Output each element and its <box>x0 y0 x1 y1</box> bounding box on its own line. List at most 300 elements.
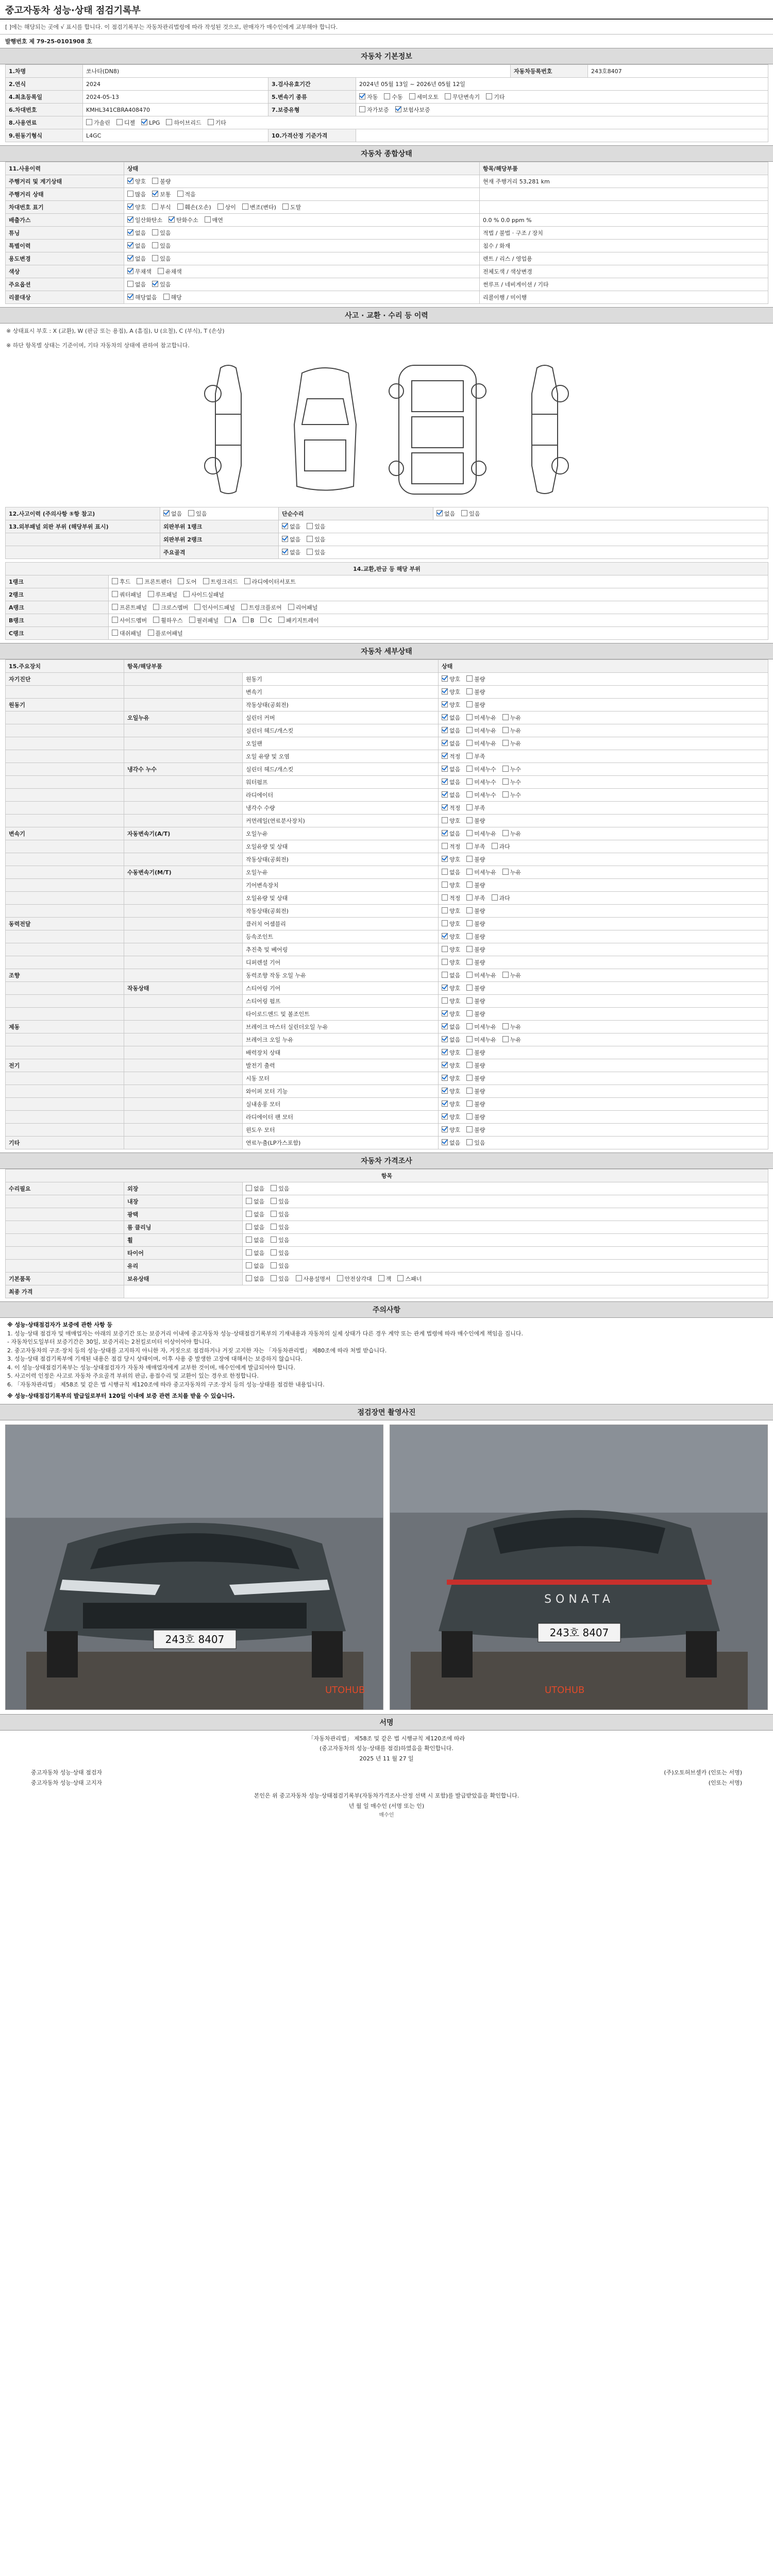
checkbox-icon[interactable] <box>442 1062 448 1068</box>
checkbox-icon[interactable] <box>466 778 473 785</box>
checkbox-icon[interactable] <box>442 882 448 888</box>
checkbox-icon[interactable] <box>442 778 448 785</box>
checkbox-option[interactable] <box>225 617 237 624</box>
checkbox-option[interactable] <box>466 804 485 812</box>
checkbox-icon[interactable] <box>177 204 183 210</box>
checkbox-option[interactable] <box>307 548 325 556</box>
checkbox-icon[interactable] <box>296 1275 302 1281</box>
checkbox-icon[interactable] <box>307 549 313 555</box>
checkbox-option[interactable] <box>442 894 460 902</box>
checkbox-icon[interactable] <box>486 93 492 99</box>
checkbox-icon[interactable] <box>466 1100 473 1107</box>
checkbox-icon[interactable] <box>442 894 448 901</box>
checkbox-icon[interactable] <box>466 1062 473 1068</box>
checkbox-option[interactable] <box>127 216 162 224</box>
checkbox-option[interactable] <box>442 1010 460 1018</box>
checkbox-icon[interactable] <box>442 1023 448 1029</box>
checkbox-icon[interactable] <box>466 1126 473 1132</box>
checkbox-icon[interactable] <box>242 204 248 210</box>
checkbox-option[interactable] <box>442 984 460 992</box>
checkbox-option[interactable] <box>502 1023 521 1031</box>
checkbox-icon[interactable] <box>442 740 448 746</box>
checkbox-icon[interactable] <box>442 972 448 978</box>
checkbox-option[interactable] <box>271 1197 289 1206</box>
checkbox-icon[interactable] <box>442 959 448 965</box>
checkbox-icon[interactable] <box>307 523 313 529</box>
checkbox-option[interactable] <box>466 778 496 786</box>
checkbox-option[interactable] <box>502 765 521 773</box>
checkbox-icon[interactable] <box>378 1275 384 1281</box>
checkbox-option[interactable] <box>466 958 485 967</box>
checkbox-option[interactable] <box>466 945 485 954</box>
checkbox-icon[interactable] <box>466 1113 473 1120</box>
checkbox-icon[interactable] <box>466 1049 473 1055</box>
checkbox-icon[interactable] <box>442 817 448 823</box>
checkbox-option[interactable] <box>442 933 460 941</box>
checkbox-option[interactable] <box>148 590 178 599</box>
checkbox-icon[interactable] <box>225 617 231 623</box>
checkbox-icon[interactable] <box>127 178 133 184</box>
checkbox-icon[interactable] <box>442 843 448 849</box>
checkbox-option[interactable] <box>397 1275 422 1283</box>
checkbox-icon[interactable] <box>260 617 266 623</box>
checkbox-icon[interactable] <box>442 1088 448 1094</box>
checkbox-icon[interactable] <box>244 578 250 584</box>
checkbox-option[interactable] <box>127 190 146 198</box>
checkbox-option[interactable] <box>152 242 171 250</box>
checkbox-option[interactable] <box>466 842 485 851</box>
checkbox-option[interactable] <box>466 714 496 722</box>
checkbox-icon[interactable] <box>152 281 158 287</box>
checkbox-option[interactable] <box>466 1087 485 1095</box>
checkbox-option[interactable] <box>282 535 300 544</box>
checkbox-option[interactable] <box>183 590 224 599</box>
checkbox-option[interactable] <box>466 907 485 915</box>
checkbox-icon[interactable] <box>282 536 288 542</box>
checkbox-icon[interactable] <box>442 804 448 810</box>
checkbox-option[interactable] <box>282 522 300 531</box>
checkbox-icon[interactable] <box>307 536 313 542</box>
checkbox-icon[interactable] <box>127 229 133 235</box>
checkbox-option[interactable] <box>466 688 485 696</box>
checkbox-option[interactable] <box>177 190 196 198</box>
checkbox-icon[interactable] <box>127 294 133 300</box>
checkbox-option[interactable] <box>152 280 171 289</box>
checkbox-icon[interactable] <box>169 216 175 223</box>
checkbox-option[interactable] <box>466 1061 485 1070</box>
checkbox-icon[interactable] <box>442 714 448 720</box>
checkbox-option[interactable] <box>271 1223 289 1231</box>
checkbox-icon[interactable] <box>282 549 288 555</box>
checkbox-icon[interactable] <box>442 1036 448 1042</box>
checkbox-option[interactable] <box>466 1100 485 1108</box>
checkbox-icon[interactable] <box>152 255 158 261</box>
checkbox-option[interactable] <box>271 1249 289 1257</box>
checkbox-option[interactable] <box>442 1100 460 1108</box>
checkbox-icon[interactable] <box>442 688 448 694</box>
checkbox-icon[interactable] <box>278 617 284 623</box>
checkbox-icon[interactable] <box>112 604 118 610</box>
checkbox-icon[interactable] <box>442 997 448 1004</box>
checkbox-option[interactable] <box>127 242 146 250</box>
checkbox-option[interactable] <box>86 118 110 127</box>
checkbox-option[interactable] <box>163 293 182 301</box>
checkbox-option[interactable] <box>466 933 485 941</box>
checkbox-option[interactable] <box>445 93 480 101</box>
checkbox-icon[interactable] <box>158 268 164 274</box>
checkbox-icon[interactable] <box>127 268 133 274</box>
checkbox-icon[interactable] <box>466 1023 473 1029</box>
checkbox-icon[interactable] <box>466 843 473 849</box>
checkbox-icon[interactable] <box>466 946 473 952</box>
checkbox-icon[interactable] <box>246 1275 252 1281</box>
checkbox-icon[interactable] <box>208 119 214 125</box>
checkbox-icon[interactable] <box>436 510 443 516</box>
checkbox-icon[interactable] <box>466 791 473 798</box>
checkbox-option[interactable] <box>241 603 282 612</box>
checkbox-icon[interactable] <box>466 869 473 875</box>
checkbox-icon[interactable] <box>271 1198 277 1204</box>
checkbox-option[interactable] <box>466 791 496 799</box>
checkbox-option[interactable] <box>442 778 460 786</box>
checkbox-option[interactable] <box>466 1113 485 1121</box>
checkbox-icon[interactable] <box>445 93 451 99</box>
checkbox-icon[interactable] <box>466 933 473 939</box>
checkbox-option[interactable] <box>442 675 460 683</box>
checkbox-option[interactable] <box>442 688 460 696</box>
checkbox-option[interactable] <box>466 1036 496 1044</box>
checkbox-option[interactable] <box>442 752 460 760</box>
checkbox-icon[interactable] <box>152 191 158 197</box>
checkbox-option[interactable] <box>502 868 521 876</box>
checkbox-icon[interactable] <box>502 727 509 733</box>
checkbox-icon[interactable] <box>442 985 448 991</box>
checkbox-option[interactable] <box>442 945 460 954</box>
checkbox-icon[interactable] <box>112 617 118 623</box>
checkbox-option[interactable] <box>205 216 223 224</box>
checkbox-icon[interactable] <box>466 766 473 772</box>
checkbox-option[interactable] <box>152 177 171 185</box>
checkbox-option[interactable] <box>158 267 182 276</box>
checkbox-option[interactable] <box>282 548 300 556</box>
checkbox-icon[interactable] <box>442 933 448 939</box>
checkbox-option[interactable] <box>244 578 296 586</box>
checkbox-option[interactable] <box>502 829 521 838</box>
checkbox-option[interactable] <box>271 1236 289 1244</box>
checkbox-icon[interactable] <box>127 255 133 261</box>
checkbox-option[interactable] <box>466 817 485 825</box>
checkbox-option[interactable] <box>466 920 485 928</box>
checkbox-icon[interactable] <box>442 1075 448 1081</box>
checkbox-option[interactable] <box>442 842 460 851</box>
checkbox-icon[interactable] <box>409 93 415 99</box>
checkbox-option[interactable] <box>116 118 135 127</box>
checkbox-icon[interactable] <box>177 191 183 197</box>
checkbox-option[interactable] <box>442 1023 460 1031</box>
checkbox-option[interactable] <box>442 739 460 748</box>
checkbox-icon[interactable] <box>442 701 448 707</box>
checkbox-option[interactable] <box>112 616 147 624</box>
checkbox-icon[interactable] <box>466 1139 473 1145</box>
checkbox-icon[interactable] <box>466 817 473 823</box>
checkbox-option[interactable] <box>466 1074 485 1082</box>
checkbox-icon[interactable] <box>384 93 390 99</box>
checkbox-icon[interactable] <box>466 753 473 759</box>
checkbox-option[interactable] <box>492 842 510 851</box>
checkbox-option[interactable] <box>466 881 485 889</box>
checkbox-option[interactable] <box>442 1048 460 1057</box>
checkbox-option[interactable] <box>127 177 146 185</box>
checkbox-icon[interactable] <box>359 93 365 99</box>
checkbox-icon[interactable] <box>466 985 473 991</box>
checkbox-option[interactable] <box>163 510 182 518</box>
checkbox-option[interactable] <box>442 997 460 1005</box>
checkbox-icon[interactable] <box>442 766 448 772</box>
checkbox-option[interactable] <box>208 118 226 127</box>
checkbox-icon[interactable] <box>141 119 147 125</box>
checkbox-icon[interactable] <box>442 920 448 926</box>
checkbox-option[interactable] <box>148 629 183 637</box>
checkbox-option[interactable] <box>243 617 255 624</box>
checkbox-option[interactable] <box>466 739 496 748</box>
checkbox-option[interactable] <box>466 726 496 735</box>
checkbox-icon[interactable] <box>178 578 184 584</box>
checkbox-option[interactable] <box>466 997 485 1005</box>
checkbox-icon[interactable] <box>217 204 224 210</box>
checkbox-option[interactable] <box>188 510 207 518</box>
checkbox-option[interactable] <box>466 829 496 838</box>
checkbox-icon[interactable] <box>152 178 158 184</box>
checkbox-option[interactable] <box>442 791 460 799</box>
checkbox-icon[interactable] <box>127 281 133 287</box>
checkbox-option[interactable] <box>271 1275 289 1283</box>
checkbox-icon[interactable] <box>461 510 467 516</box>
checkbox-icon[interactable] <box>163 294 170 300</box>
checkbox-option[interactable] <box>337 1275 372 1283</box>
checkbox-icon[interactable] <box>466 920 473 926</box>
checkbox-icon[interactable] <box>148 630 154 636</box>
checkbox-option[interactable] <box>466 1023 496 1031</box>
checkbox-icon[interactable] <box>163 510 170 516</box>
checkbox-option[interactable] <box>395 106 430 114</box>
checkbox-option[interactable] <box>127 293 157 301</box>
checkbox-option[interactable] <box>189 616 219 624</box>
checkbox-option[interactable] <box>177 203 211 211</box>
checkbox-option[interactable] <box>137 578 172 586</box>
checkbox-icon[interactable] <box>466 740 473 746</box>
checkbox-icon[interactable] <box>502 778 509 785</box>
checkbox-option[interactable] <box>442 868 460 876</box>
checkbox-option[interactable] <box>442 1113 460 1121</box>
checkbox-icon[interactable] <box>466 997 473 1004</box>
checkbox-option[interactable] <box>271 1262 289 1270</box>
checkbox-icon[interactable] <box>442 1126 448 1132</box>
checkbox-option[interactable] <box>152 203 171 211</box>
checkbox-option[interactable] <box>282 203 301 211</box>
checkbox-option[interactable] <box>442 1061 460 1070</box>
checkbox-icon[interactable] <box>127 204 133 210</box>
checkbox-icon[interactable] <box>152 229 158 235</box>
checkbox-icon[interactable] <box>86 119 92 125</box>
checkbox-option[interactable] <box>152 229 171 237</box>
checkbox-option[interactable] <box>169 216 198 224</box>
checkbox-option[interactable] <box>307 535 325 544</box>
checkbox-option[interactable] <box>486 93 505 101</box>
checkbox-icon[interactable] <box>442 1010 448 1016</box>
checkbox-option[interactable] <box>127 203 146 211</box>
checkbox-icon[interactable] <box>466 727 473 733</box>
checkbox-icon[interactable] <box>442 946 448 952</box>
checkbox-icon[interactable] <box>442 830 448 836</box>
checkbox-option[interactable] <box>466 1139 485 1147</box>
checkbox-icon[interactable] <box>246 1198 252 1204</box>
checkbox-icon[interactable] <box>502 740 509 746</box>
checkbox-option[interactable] <box>246 1210 264 1218</box>
checkbox-option[interactable] <box>127 229 146 237</box>
checkbox-icon[interactable] <box>492 843 498 849</box>
checkbox-icon[interactable] <box>442 856 448 862</box>
checkbox-icon[interactable] <box>148 591 154 597</box>
checkbox-icon[interactable] <box>205 216 211 223</box>
checkbox-icon[interactable] <box>442 907 448 913</box>
checkbox-icon[interactable] <box>502 869 509 875</box>
checkbox-option[interactable] <box>242 203 276 211</box>
checkbox-icon[interactable] <box>466 894 473 901</box>
checkbox-option[interactable] <box>246 1262 264 1270</box>
checkbox-option[interactable] <box>502 714 521 722</box>
checkbox-option[interactable] <box>442 920 460 928</box>
checkbox-icon[interactable] <box>271 1236 277 1243</box>
checkbox-icon[interactable] <box>246 1262 252 1268</box>
checkbox-option[interactable] <box>409 93 439 101</box>
checkbox-option[interactable] <box>442 1036 460 1044</box>
checkbox-icon[interactable] <box>288 604 294 610</box>
checkbox-option[interactable] <box>166 118 201 127</box>
checkbox-icon[interactable] <box>359 106 365 112</box>
checkbox-option[interactable] <box>378 1275 392 1283</box>
checkbox-icon[interactable] <box>152 242 158 248</box>
checkbox-icon[interactable] <box>246 1249 252 1256</box>
checkbox-option[interactable] <box>466 1048 485 1057</box>
checkbox-icon[interactable] <box>271 1185 277 1191</box>
checkbox-option[interactable] <box>127 267 152 276</box>
checkbox-option[interactable] <box>271 1184 289 1193</box>
checkbox-option[interactable] <box>442 829 460 838</box>
checkbox-option[interactable] <box>194 603 235 612</box>
checkbox-option[interactable] <box>442 1074 460 1082</box>
checkbox-icon[interactable] <box>203 578 209 584</box>
checkbox-icon[interactable] <box>241 604 247 610</box>
checkbox-icon[interactable] <box>492 894 498 901</box>
checkbox-option[interactable] <box>442 701 460 709</box>
checkbox-option[interactable] <box>442 817 460 825</box>
checkbox-option[interactable] <box>153 616 183 624</box>
checkbox-icon[interactable] <box>166 119 172 125</box>
checkbox-option[interactable] <box>112 629 142 637</box>
checkbox-icon[interactable] <box>466 701 473 707</box>
checkbox-icon[interactable] <box>502 1023 509 1029</box>
checkbox-icon[interactable] <box>442 675 448 682</box>
checkbox-option[interactable] <box>502 1036 521 1044</box>
checkbox-option[interactable] <box>153 603 188 612</box>
checkbox-option[interactable] <box>384 93 402 101</box>
checkbox-icon[interactable] <box>282 204 289 210</box>
checkbox-option[interactable] <box>246 1197 264 1206</box>
checkbox-option[interactable] <box>288 603 318 612</box>
checkbox-option[interactable] <box>442 881 460 889</box>
checkbox-option[interactable] <box>112 578 130 586</box>
checkbox-icon[interactable] <box>466 1088 473 1094</box>
checkbox-icon[interactable] <box>466 1010 473 1016</box>
checkbox-icon[interactable] <box>466 907 473 913</box>
checkbox-icon[interactable] <box>127 242 133 248</box>
checkbox-icon[interactable] <box>246 1185 252 1191</box>
checkbox-icon[interactable] <box>246 1211 252 1217</box>
checkbox-icon[interactable] <box>271 1275 277 1281</box>
checkbox-option[interactable] <box>271 1210 289 1218</box>
checkbox-icon[interactable] <box>271 1224 277 1230</box>
checkbox-option[interactable] <box>466 868 496 876</box>
checkbox-icon[interactable] <box>271 1249 277 1256</box>
checkbox-option[interactable] <box>260 617 272 624</box>
checkbox-option[interactable] <box>466 1010 485 1018</box>
checkbox-icon[interactable] <box>337 1275 343 1281</box>
checkbox-option[interactable] <box>152 255 171 263</box>
checkbox-icon[interactable] <box>466 1075 473 1081</box>
checkbox-icon[interactable] <box>466 714 473 720</box>
checkbox-icon[interactable] <box>466 830 473 836</box>
checkbox-option[interactable] <box>112 603 147 612</box>
checkbox-option[interactable] <box>442 714 460 722</box>
checkbox-option[interactable] <box>127 255 146 263</box>
checkbox-icon[interactable] <box>194 604 200 610</box>
checkbox-option[interactable] <box>178 578 196 586</box>
checkbox-option[interactable] <box>296 1275 331 1283</box>
checkbox-option[interactable] <box>442 971 460 979</box>
checkbox-option[interactable] <box>466 1126 485 1134</box>
checkbox-icon[interactable] <box>442 1139 448 1145</box>
checkbox-option[interactable] <box>461 510 480 518</box>
checkbox-icon[interactable] <box>442 727 448 733</box>
checkbox-option[interactable] <box>466 971 496 979</box>
checkbox-option[interactable] <box>246 1236 264 1244</box>
checkbox-option[interactable] <box>203 578 238 586</box>
checkbox-icon[interactable] <box>153 604 159 610</box>
checkbox-option[interactable] <box>442 907 460 915</box>
checkbox-icon[interactable] <box>112 591 118 597</box>
checkbox-icon[interactable] <box>442 869 448 875</box>
checkbox-icon[interactable] <box>466 882 473 888</box>
checkbox-icon[interactable] <box>112 578 118 584</box>
checkbox-icon[interactable] <box>466 804 473 810</box>
checkbox-icon[interactable] <box>466 972 473 978</box>
checkbox-icon[interactable] <box>466 856 473 862</box>
checkbox-option[interactable] <box>466 984 485 992</box>
checkbox-option[interactable] <box>442 804 460 812</box>
checkbox-icon[interactable] <box>442 791 448 798</box>
checkbox-icon[interactable] <box>271 1211 277 1217</box>
checkbox-icon[interactable] <box>137 578 143 584</box>
checkbox-icon[interactable] <box>246 1236 252 1243</box>
checkbox-option[interactable] <box>466 701 485 709</box>
checkbox-option[interactable] <box>246 1275 264 1283</box>
checkbox-option[interactable] <box>436 510 455 518</box>
checkbox-icon[interactable] <box>442 1100 448 1107</box>
checkbox-icon[interactable] <box>152 204 158 210</box>
checkbox-icon[interactable] <box>502 830 509 836</box>
checkbox-icon[interactable] <box>466 959 473 965</box>
checkbox-option[interactable] <box>466 855 485 863</box>
